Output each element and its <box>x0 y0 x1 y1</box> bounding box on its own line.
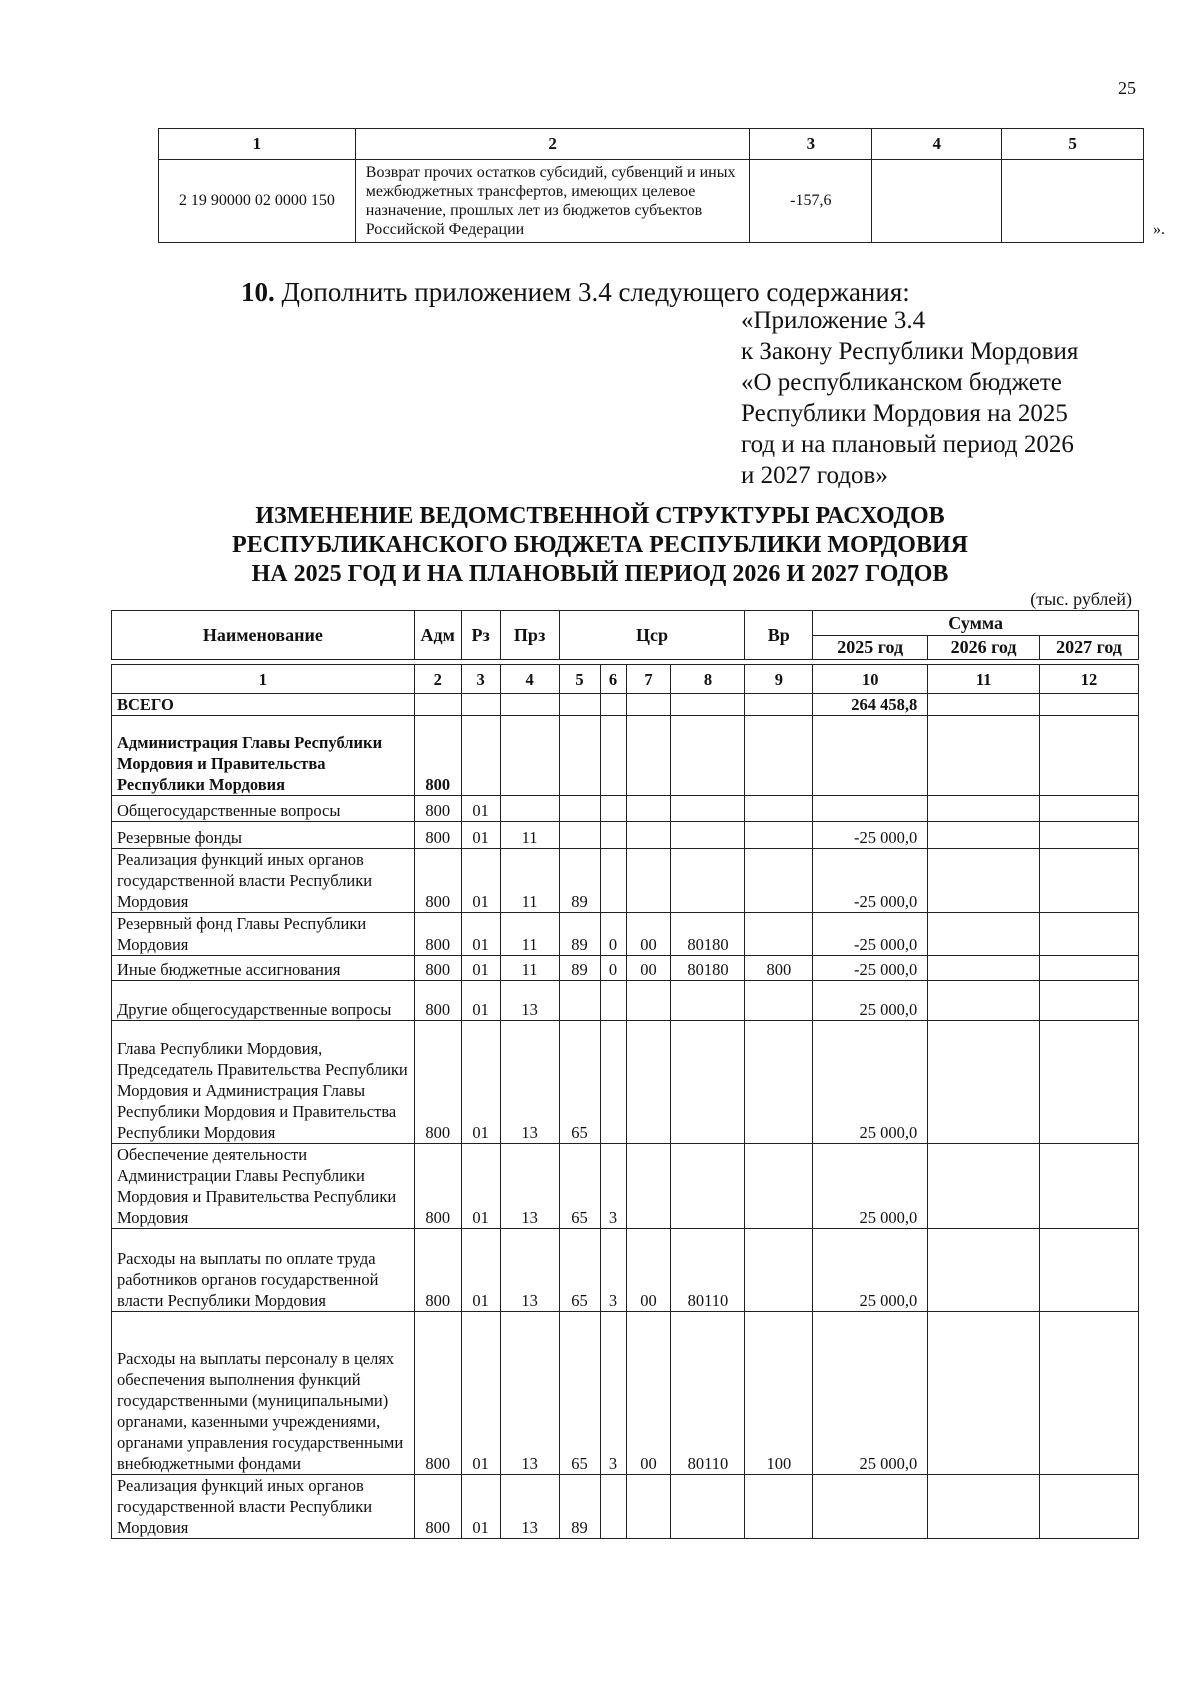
row-csr-direction: 80110 <box>671 1312 745 1475</box>
row-amount-2027 <box>1040 716 1139 796</box>
row-csr-program <box>559 981 600 1021</box>
row-csr-program: 89 <box>559 1475 600 1539</box>
row-csr-program: 89 <box>559 956 600 981</box>
budget-row <box>112 1312 1139 1475</box>
row-prz: 11 <box>500 956 559 981</box>
budget-row <box>112 1229 1139 1312</box>
row-amount-2025: 25 000,0 <box>813 1229 928 1312</box>
row-amount-2026 <box>928 956 1040 981</box>
row-prz <box>500 716 559 796</box>
row-vr <box>745 1021 813 1144</box>
row-prz <box>500 694 559 716</box>
row-csr-main-event <box>626 1144 671 1229</box>
col-number: 2 <box>414 665 461 694</box>
budget-row <box>112 796 1139 822</box>
row-adm: 800 <box>414 796 461 822</box>
row-csr-direction <box>671 1021 745 1144</box>
budget-row <box>112 981 1139 1021</box>
row-rz <box>461 716 500 796</box>
row-csr-direction: 80180 <box>671 956 745 981</box>
header-csr: Цср <box>559 611 745 660</box>
appendix-line: и 2027 годов» <box>741 462 888 489</box>
row-csr-subprogram <box>600 1475 626 1539</box>
row-csr-direction <box>671 849 745 913</box>
header-year-2025: 2025 год <box>813 636 928 660</box>
prev-col-3: 3 <box>750 129 872 160</box>
page-number: 25 <box>1118 78 1136 98</box>
prev-col-1: 1 <box>159 129 356 160</box>
row-vr <box>745 694 813 716</box>
row-amount-2026 <box>928 1229 1040 1312</box>
budget-row <box>112 913 1139 956</box>
document-title <box>0 502 1200 589</box>
row-csr-direction <box>671 796 745 822</box>
prev-row-col5 <box>1002 160 1144 243</box>
title-line: НА 2025 ГОД И НА ПЛАНОВЫЙ ПЕРИОД 2026 И 2027 ГОДОВ <box>251 561 949 587</box>
row-csr-program <box>559 716 600 796</box>
row-csr-program: 65 <box>559 1312 600 1475</box>
row-vr: 100 <box>745 1312 813 1475</box>
row-amount-2025 <box>813 716 928 796</box>
col-number: 9 <box>745 665 813 694</box>
budget-row <box>112 716 1139 796</box>
prev-row-description: Возврат прочих остатков субсидий, субвенций и иных межбюджетных трансфертов, имеющих целевое назначение, прошлых лет из бюджетов субъектов Российской Федерации <box>355 160 750 243</box>
row-csr-subprogram: 3 <box>600 1312 626 1475</box>
row-csr-main-event <box>626 849 671 913</box>
row-name: Резервные фонды <box>112 822 415 849</box>
row-name: Иные бюджетные ассигнования <box>112 956 415 981</box>
row-amount-2026 <box>928 822 1040 849</box>
row-prz: 13 <box>500 1475 559 1539</box>
row-amount-2027 <box>1040 849 1139 913</box>
row-csr-direction <box>671 694 745 716</box>
row-csr-subprogram <box>600 1021 626 1144</box>
item-10-heading <box>241 277 910 308</box>
row-csr-direction <box>671 822 745 849</box>
row-csr-direction <box>671 1144 745 1229</box>
row-amount-2027 <box>1040 796 1139 822</box>
row-csr-main-event <box>626 1475 671 1539</box>
appendix-line: год и на плановый период 2026 <box>741 431 1074 458</box>
row-amount-2027 <box>1040 1021 1139 1144</box>
row-amount-2025: 25 000,0 <box>813 1021 928 1144</box>
col-number: 6 <box>600 665 626 694</box>
prev-col-2: 2 <box>355 129 750 160</box>
row-csr-program <box>559 822 600 849</box>
header-sum: Сумма <box>813 611 1139 636</box>
row-name: Реализация функций иных органов государственной власти Республики Мордовия <box>112 849 415 913</box>
row-csr-main-event <box>626 981 671 1021</box>
header-vr: Вр <box>745 611 813 660</box>
row-amount-2027 <box>1040 1312 1139 1475</box>
row-prz: 11 <box>500 849 559 913</box>
column-number-row <box>112 665 1139 694</box>
row-adm: 800 <box>414 981 461 1021</box>
closing-quote-mark: ». <box>1153 221 1165 238</box>
unit-note: (тыс. рублей) <box>1030 589 1132 609</box>
appendix-line: к Закону Республики Мордовия <box>741 338 1079 365</box>
row-vr <box>745 1475 813 1539</box>
row-adm: 800 <box>414 849 461 913</box>
row-vr <box>745 913 813 956</box>
row-amount-2025: -25 000,0 <box>813 822 928 849</box>
row-prz <box>500 796 559 822</box>
budget-row <box>112 849 1139 913</box>
budget-row <box>112 694 1139 716</box>
row-amount-2026 <box>928 694 1040 716</box>
row-prz: 13 <box>500 981 559 1021</box>
col-number: 7 <box>626 665 671 694</box>
row-name: Реализация функций иных органов государственной власти Республики Мордовия <box>112 1475 415 1539</box>
row-csr-main-event <box>626 796 671 822</box>
row-rz: 01 <box>461 913 500 956</box>
row-csr-direction: 80180 <box>671 913 745 956</box>
row-amount-2026 <box>928 796 1040 822</box>
row-adm: 800 <box>414 822 461 849</box>
row-amount-2027 <box>1040 956 1139 981</box>
row-prz: 13 <box>500 1021 559 1144</box>
row-name: Глава Республики Мордовия, Председатель Правительства Республики Мордовия и Администрация Главы Республики Мордовия и Правительства Республики Мордовия <box>112 1021 415 1144</box>
row-amount-2026 <box>928 1312 1040 1475</box>
row-csr-main-event <box>626 822 671 849</box>
row-adm: 800 <box>414 956 461 981</box>
row-amount-2027 <box>1040 694 1139 716</box>
row-csr-main-event <box>626 1021 671 1144</box>
title-line: ИЗМЕНЕНИЕ ВЕДОМСТВЕННОЙ СТРУКТУРЫ РАСХОДОВ <box>255 503 945 529</box>
budget-row <box>112 822 1139 849</box>
col-number: 1 <box>112 665 415 694</box>
appendix-reference <box>741 305 1161 491</box>
row-vr <box>745 1144 813 1229</box>
row-csr-program <box>559 796 600 822</box>
row-csr-direction: 80110 <box>671 1229 745 1312</box>
header-rz: Рз <box>461 611 500 660</box>
row-amount-2026 <box>928 1144 1040 1229</box>
row-amount-2025: -25 000,0 <box>813 956 928 981</box>
row-amount-2026 <box>928 1475 1040 1539</box>
row-amount-2026 <box>928 716 1040 796</box>
prev-col-4: 4 <box>872 129 1002 160</box>
col-number: 5 <box>559 665 600 694</box>
budget-table-body <box>111 664 1139 1539</box>
col-number: 3 <box>461 665 500 694</box>
row-amount-2026 <box>928 981 1040 1021</box>
header-year-2026: 2026 год <box>928 636 1040 660</box>
appendix-line: «Приложение 3.4 <box>741 307 926 334</box>
previous-appendix-table <box>158 128 1144 243</box>
row-vr <box>745 981 813 1021</box>
row-rz: 01 <box>461 1021 500 1144</box>
row-csr-subprogram <box>600 716 626 796</box>
row-amount-2025: -25 000,0 <box>813 913 928 956</box>
row-csr-direction <box>671 981 745 1021</box>
budget-row <box>112 1144 1139 1229</box>
prev-col-5: 5 <box>1002 129 1144 160</box>
row-amount-2025: -25 000,0 <box>813 849 928 913</box>
row-amount-2027 <box>1040 913 1139 956</box>
budget-table-header <box>111 610 1139 660</box>
row-vr <box>745 716 813 796</box>
row-amount-2027 <box>1040 1475 1139 1539</box>
row-csr-main-event: 00 <box>626 913 671 956</box>
row-name: ВСЕГО <box>112 694 415 716</box>
col-number: 10 <box>813 665 928 694</box>
row-csr-subprogram <box>600 796 626 822</box>
previous-table-row <box>159 160 1144 243</box>
budget-row <box>112 956 1139 981</box>
row-csr-subprogram: 0 <box>600 956 626 981</box>
row-amount-2025 <box>813 796 928 822</box>
row-rz: 01 <box>461 1229 500 1312</box>
row-adm <box>414 694 461 716</box>
row-rz: 01 <box>461 981 500 1021</box>
prev-row-col4 <box>872 160 1002 243</box>
row-csr-program: 89 <box>559 913 600 956</box>
row-csr-main-event: 00 <box>626 956 671 981</box>
row-csr-subprogram <box>600 981 626 1021</box>
header-year-2027: 2027 год <box>1040 636 1139 660</box>
row-rz: 01 <box>461 822 500 849</box>
row-vr <box>745 796 813 822</box>
row-csr-main-event: 00 <box>626 1312 671 1475</box>
row-name: Администрация Главы Республики Мордовия и Правительства Республики Мордовия <box>112 716 415 796</box>
col-number: 4 <box>500 665 559 694</box>
row-csr-program: 65 <box>559 1021 600 1144</box>
row-rz: 01 <box>461 849 500 913</box>
row-amount-2027 <box>1040 822 1139 849</box>
row-csr-direction <box>671 716 745 796</box>
row-csr-main-event: 00 <box>626 1229 671 1312</box>
row-prz: 13 <box>500 1144 559 1229</box>
row-amount-2026 <box>928 913 1040 956</box>
row-csr-program: 89 <box>559 849 600 913</box>
header-prz: Прз <box>500 611 559 660</box>
row-amount-2025 <box>813 1475 928 1539</box>
col-number: 11 <box>928 665 1040 694</box>
row-csr-direction <box>671 1475 745 1539</box>
row-vr <box>745 822 813 849</box>
prev-row-amount: -157,6 <box>750 160 872 243</box>
item-number: 10. <box>241 277 275 307</box>
row-csr-main-event <box>626 716 671 796</box>
row-name: Другие общегосударственные вопросы <box>112 981 415 1021</box>
row-csr-program <box>559 694 600 716</box>
row-amount-2027 <box>1040 981 1139 1021</box>
appendix-line: Республики Мордовия на 2025 <box>741 400 1068 427</box>
row-vr <box>745 1229 813 1312</box>
row-adm: 800 <box>414 1144 461 1229</box>
row-csr-main-event <box>626 694 671 716</box>
row-prz: 13 <box>500 1312 559 1475</box>
row-adm: 800 <box>414 716 461 796</box>
row-rz: 01 <box>461 1144 500 1229</box>
row-adm: 800 <box>414 1229 461 1312</box>
row-amount-2025: 25 000,0 <box>813 981 928 1021</box>
row-prz: 11 <box>500 822 559 849</box>
row-name: Расходы на выплаты персоналу в целях обеспечения выполнения функций государственными (муниципальными) органами, казенными учреждениями, органами управления государственными внебюджетными фондами <box>112 1312 415 1475</box>
row-rz <box>461 694 500 716</box>
row-csr-program: 65 <box>559 1144 600 1229</box>
row-rz: 01 <box>461 796 500 822</box>
row-csr-program: 65 <box>559 1229 600 1312</box>
row-vr: 800 <box>745 956 813 981</box>
budget-row <box>112 1475 1139 1539</box>
row-amount-2025: 25 000,0 <box>813 1144 928 1229</box>
row-vr <box>745 849 813 913</box>
row-name: Общегосударственные вопросы <box>112 796 415 822</box>
row-adm: 800 <box>414 913 461 956</box>
row-prz: 13 <box>500 1229 559 1312</box>
row-amount-2027 <box>1040 1229 1139 1312</box>
row-name: Резервный фонд Главы Республики Мордовия <box>112 913 415 956</box>
row-rz: 01 <box>461 1312 500 1475</box>
row-prz: 11 <box>500 913 559 956</box>
row-csr-subprogram <box>600 694 626 716</box>
title-line: РЕСПУБЛИКАНСКОГО БЮДЖЕТА РЕСПУБЛИКИ МОРДОВИЯ <box>232 532 968 558</box>
row-name: Расходы на выплаты по оплате труда работников органов государственной власти Республики Мордовия <box>112 1229 415 1312</box>
appendix-line: «О республиканском бюджете <box>741 369 1062 396</box>
col-number: 8 <box>671 665 745 694</box>
row-adm: 800 <box>414 1021 461 1144</box>
row-rz: 01 <box>461 956 500 981</box>
col-number: 12 <box>1040 665 1139 694</box>
row-rz: 01 <box>461 1475 500 1539</box>
item-text: Дополнить приложением 3.4 следующего содержания: <box>281 277 910 307</box>
row-amount-2025: 25 000,0 <box>813 1312 928 1475</box>
header-adm: Адм <box>414 611 461 660</box>
prev-row-code: 2 19 90000 02 0000 150 <box>159 160 356 243</box>
row-amount-2026 <box>928 849 1040 913</box>
row-adm: 800 <box>414 1312 461 1475</box>
header-name: Наименование <box>112 611 415 660</box>
row-amount-2025: 264 458,8 <box>813 694 928 716</box>
row-adm: 800 <box>414 1475 461 1539</box>
row-amount-2026 <box>928 1021 1040 1144</box>
row-name: Обеспечение деятельности Администрации Главы Республики Мордовия и Правительства Республики Мордовия <box>112 1144 415 1229</box>
row-csr-subprogram: 3 <box>600 1229 626 1312</box>
row-csr-subprogram <box>600 822 626 849</box>
row-csr-subprogram: 3 <box>600 1144 626 1229</box>
row-csr-subprogram: 0 <box>600 913 626 956</box>
row-csr-subprogram <box>600 849 626 913</box>
previous-table-header <box>159 129 1144 160</box>
row-amount-2027 <box>1040 1144 1139 1229</box>
budget-row <box>112 1021 1139 1144</box>
